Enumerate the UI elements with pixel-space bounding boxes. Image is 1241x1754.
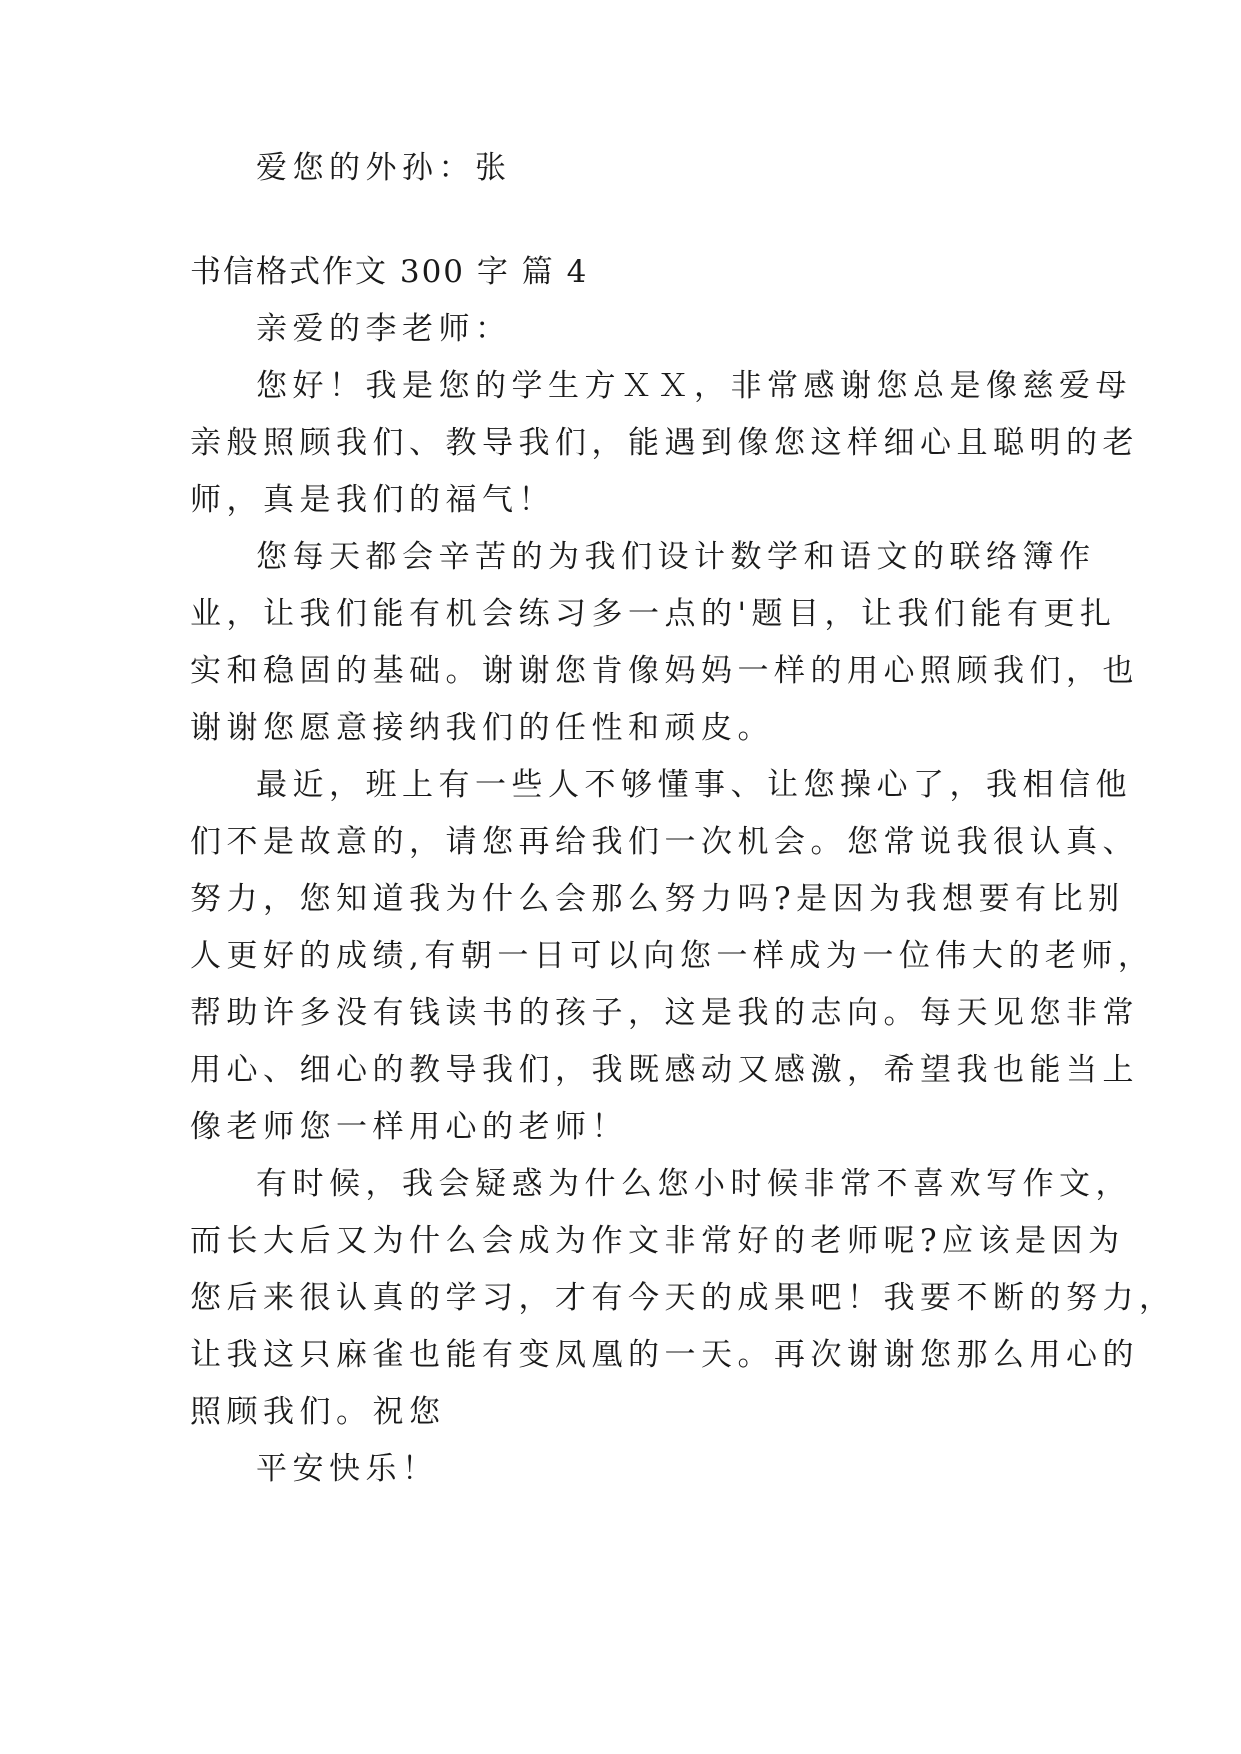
section-heading: 书信格式作文 300 字 篇 4 bbox=[190, 254, 589, 290]
paragraph-line: 像老师您一样用心的老师！ bbox=[190, 1109, 628, 1145]
paragraph-line: 您好！我是您的学生方ＸＸ，非常感谢您总是像慈爱母 bbox=[256, 368, 1132, 404]
paragraph-line: 努力，您知道我为什么会那么努力吗?是因为我想要有比别 bbox=[190, 881, 1125, 917]
paragraph-line: 业，让我们能有机会练习多一点的'题目，让我们能有更扎 bbox=[190, 596, 1117, 632]
paragraph-line: 照顾我们。祝您 bbox=[190, 1394, 446, 1430]
paragraph-line: 用心、细心的教导我们，我既感动又感激，希望我也能当上 bbox=[190, 1052, 1139, 1088]
paragraph-line: 谢谢您愿意接纳我们的任性和顽皮。 bbox=[190, 710, 774, 746]
paragraph-line: 您每天都会辛苦的为我们设计数学和语文的联络簿作 bbox=[256, 539, 1096, 575]
paragraph-line: 人更好的成绩,有朝一日可以向您一样成为一位伟大的老师， bbox=[190, 938, 1155, 974]
paragraph-line: 帮助许多没有钱读书的孩子，这是我的志向。每天见您非常 bbox=[190, 995, 1139, 1031]
paragraph-line: 让我这只麻雀也能有变凤凰的一天。再次谢谢您那么用心的 bbox=[190, 1337, 1139, 1373]
paragraph-line: 实和稳固的基础。谢谢您肯像妈妈一样的用心照顾我们，也 bbox=[190, 653, 1139, 689]
paragraph-line: 有时候，我会疑惑为什么您小时候非常不喜欢写作文， bbox=[256, 1166, 1132, 1202]
paragraph-line: 们不是故意的，请您再给我们一次机会。您常说我很认真、 bbox=[190, 824, 1139, 860]
letter-greeting: 亲爱的李老师： bbox=[256, 311, 512, 347]
paragraph-line: 而长大后又为什么会成为作文非常好的老师呢?应该是因为 bbox=[190, 1223, 1125, 1259]
previous-letter-signature: 爱您的外孙：张 bbox=[256, 150, 512, 186]
paragraph-line: 最近，班上有一些人不够懂事、让您操心了，我相信他 bbox=[256, 767, 1132, 803]
paragraph-line: 亲般照顾我们、教导我们，能遇到像您这样细心且聪明的老 bbox=[190, 425, 1139, 461]
paragraph-line: 您后来很认真的学习，才有今天的成果吧！我要不断的努力， bbox=[190, 1280, 1176, 1316]
paragraph-line: 师，真是我们的福气！ bbox=[190, 482, 555, 518]
letter-closing: 平安快乐！ bbox=[256, 1451, 439, 1487]
